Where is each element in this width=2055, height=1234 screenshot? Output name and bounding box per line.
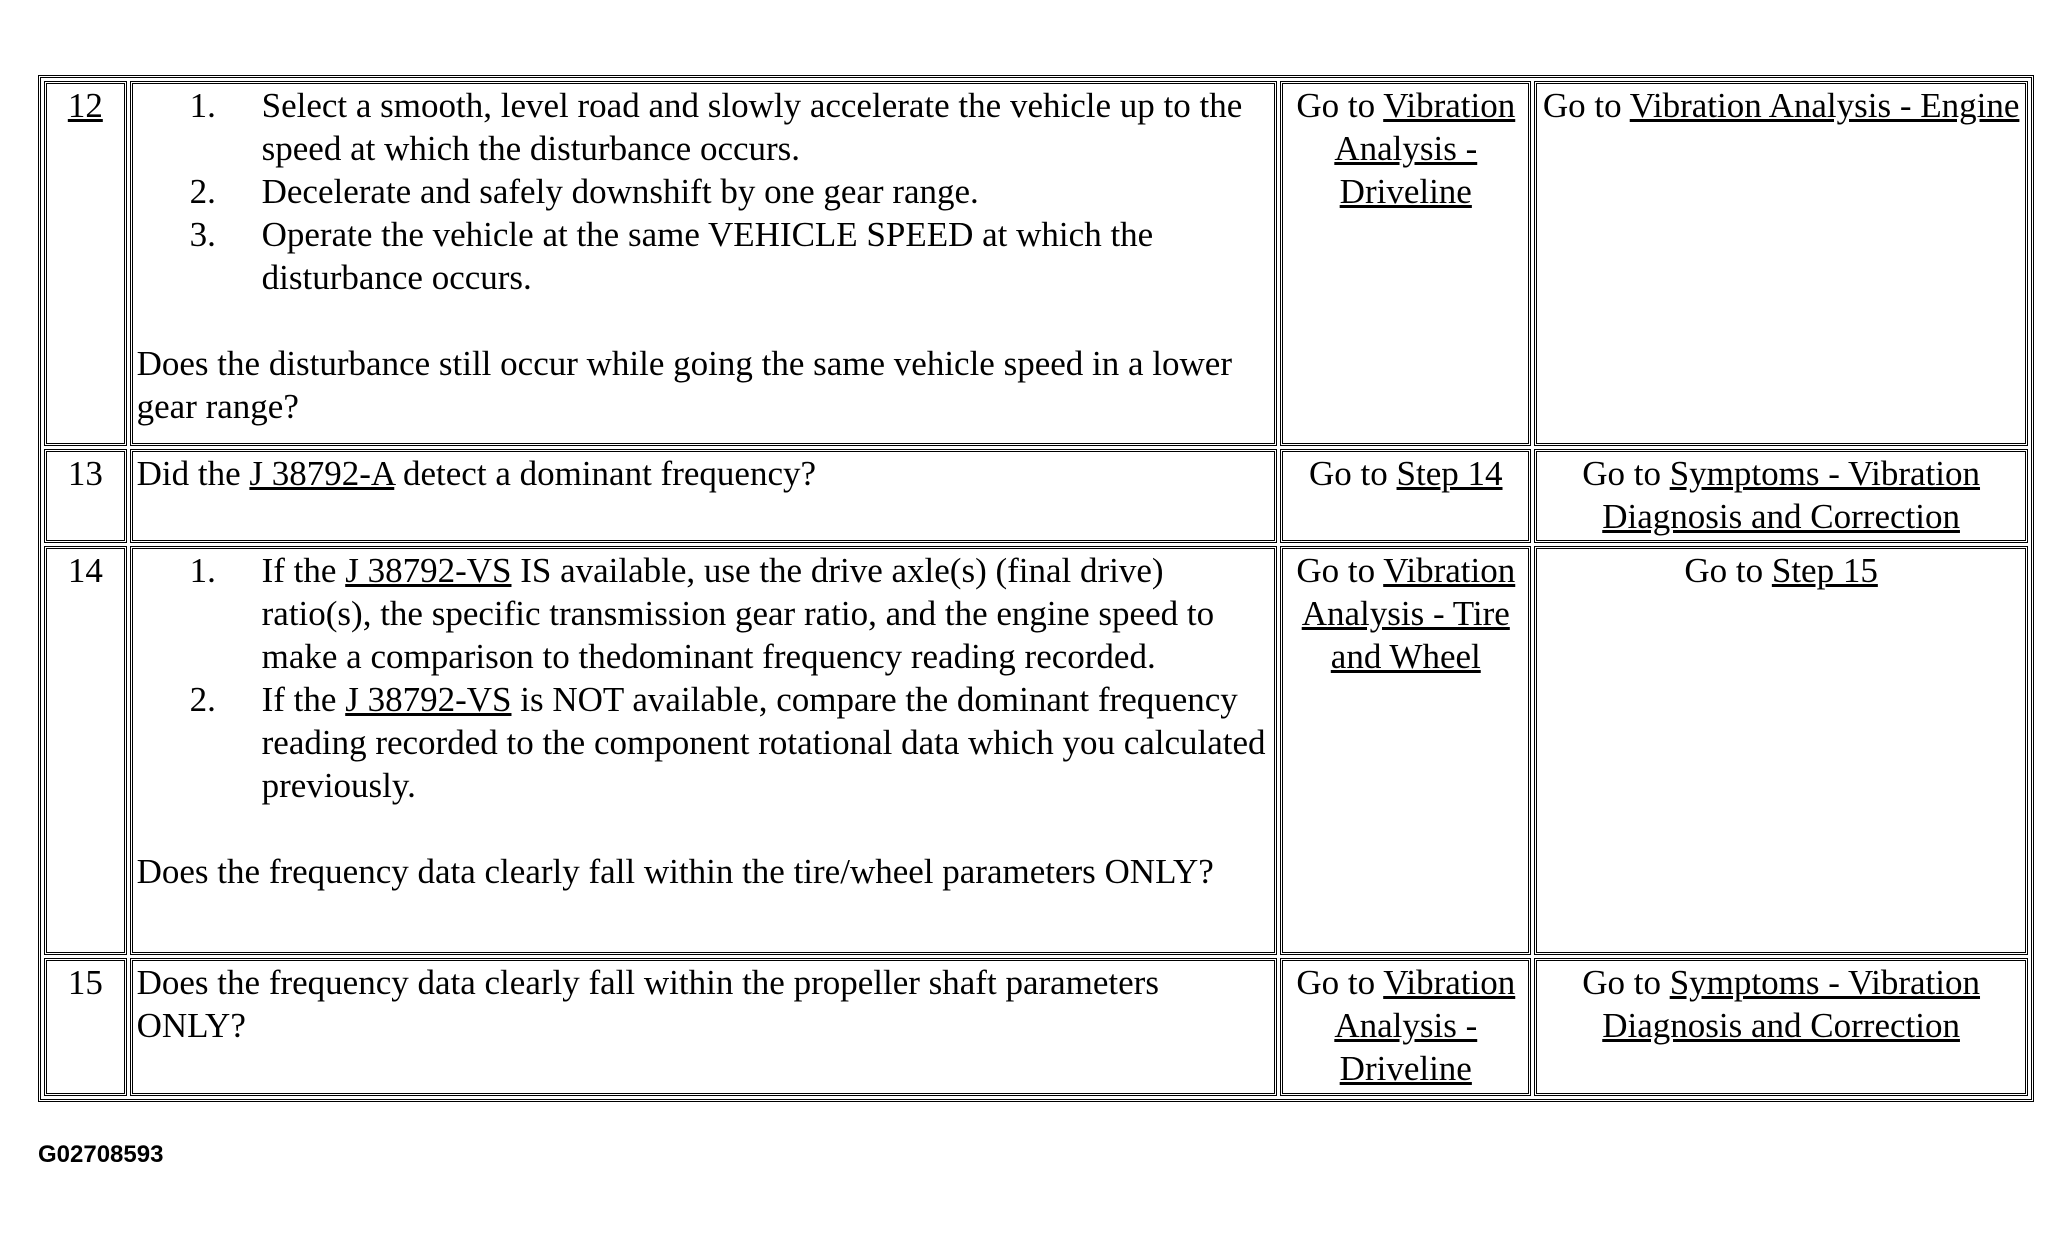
table-row-step-12 — [44, 81, 2028, 446]
step-15-link[interactable]: Step 15 — [1771, 551, 1878, 590]
action-cell — [130, 546, 1278, 955]
step-number-cell — [44, 958, 127, 1096]
no-cell — [1534, 449, 2028, 543]
step-number-cell — [44, 546, 127, 955]
list-item-text: If the — [261, 680, 346, 719]
goto-prefix: Go to — [1296, 963, 1384, 1002]
question-text: Does the disturbance still occur while going the same vehicle speed in a lower gear range? — [136, 344, 1232, 426]
no-cell — [1534, 958, 2028, 1096]
yes-cell — [1280, 958, 1531, 1096]
yes-cell — [1280, 546, 1531, 955]
list-item-text: IS available, use the drive axle(s) (final drive) ratio(s), the specific transmission gear ratio, and the engine speed to make a comparison to thedominant frequency reading recorded. — [261, 551, 1215, 676]
step-number: 13 — [67, 454, 103, 493]
list-item-number: 2. — [189, 680, 216, 719]
question-text: Does the frequency data clearly fall within the propeller shaft parameters ONLY? — [136, 963, 1159, 1045]
step-14-link[interactable]: Step 14 — [1396, 454, 1503, 493]
goto-prefix: Go to — [1542, 86, 1630, 125]
yes-cell — [1280, 81, 1531, 446]
goto-prefix: Go to — [1582, 963, 1670, 1002]
yes-cell — [1280, 449, 1531, 543]
symptoms-vibration-link[interactable]: Symptoms - Vibration Diagnosis and Correction — [1602, 963, 1981, 1045]
question-text: Does the frequency data clearly fall within the tire/wheel parameters ONLY? — [136, 852, 1214, 891]
list-item-text: Decelerate and safely downshift by one gear range. — [261, 172, 979, 211]
list-item — [137, 549, 1271, 678]
table-row-step-14 — [44, 546, 2028, 955]
list-item — [137, 678, 1271, 807]
action-cell — [130, 958, 1278, 1096]
goto-prefix: Go to — [1296, 551, 1384, 590]
list-item-number: 2. — [189, 172, 216, 211]
tool-link[interactable]: J 38792-VS — [345, 680, 512, 719]
list-item — [137, 84, 1271, 170]
action-cell — [130, 449, 1278, 543]
step-number: 14 — [67, 551, 103, 590]
list-item-number: 3. — [189, 215, 216, 254]
tool-link[interactable]: J 38792-A — [249, 454, 395, 493]
goto-prefix: Go to — [1582, 454, 1670, 493]
question-text: detect a dominant frequency? — [394, 454, 817, 493]
list-item-number: 1. — [189, 86, 216, 125]
step-number-cell — [44, 449, 127, 543]
vibration-analysis-tire-wheel-link[interactable]: Vibration Analysis - Tire and Wheel — [1301, 551, 1516, 676]
list-item-text: Select a smooth, level road and slowly accelerate the vehicle up to the speed at which the disturbance occurs. — [261, 86, 1243, 168]
table-row-step-13 — [44, 449, 2028, 543]
list-item-text: Operate the vehicle at the same VEHICLE SPEED at which the disturbance occurs. — [261, 215, 1154, 297]
vibration-analysis-driveline-link[interactable]: Vibration Analysis - Driveline — [1334, 963, 1516, 1088]
tool-link[interactable]: J 38792-VS — [345, 551, 512, 590]
step-number-link[interactable]: 12 — [67, 86, 103, 125]
list-item-number: 1. — [189, 551, 216, 590]
vibration-analysis-engine-link[interactable]: Vibration Analysis - Engine — [1629, 86, 2020, 125]
action-steps-list — [137, 549, 1271, 807]
goto-prefix: Go to — [1296, 86, 1384, 125]
step-number: 15 — [67, 963, 103, 1002]
no-cell — [1534, 81, 2028, 446]
diagnostic-table — [38, 75, 2034, 1102]
no-cell — [1534, 546, 2028, 955]
list-item — [137, 213, 1271, 299]
question-text: Did the — [136, 454, 250, 493]
vibration-analysis-driveline-link[interactable]: Vibration Analysis - Driveline — [1334, 86, 1516, 211]
goto-prefix: Go to — [1309, 454, 1397, 493]
action-cell — [130, 81, 1278, 446]
action-steps-list — [137, 84, 1271, 299]
symptoms-vibration-link[interactable]: Symptoms - Vibration Diagnosis and Correction — [1602, 454, 1981, 536]
figure-id: G02708593 — [38, 1141, 164, 1168]
goto-prefix: Go to — [1684, 551, 1772, 590]
list-item-text: If the — [261, 551, 346, 590]
step-number-cell — [44, 81, 127, 446]
list-item — [137, 170, 1271, 213]
list-item-text: is NOT available, compare the dominant frequency reading recorded to the component rotational data which you calculated previously. — [261, 680, 1266, 805]
table-row-step-15 — [44, 958, 2028, 1096]
